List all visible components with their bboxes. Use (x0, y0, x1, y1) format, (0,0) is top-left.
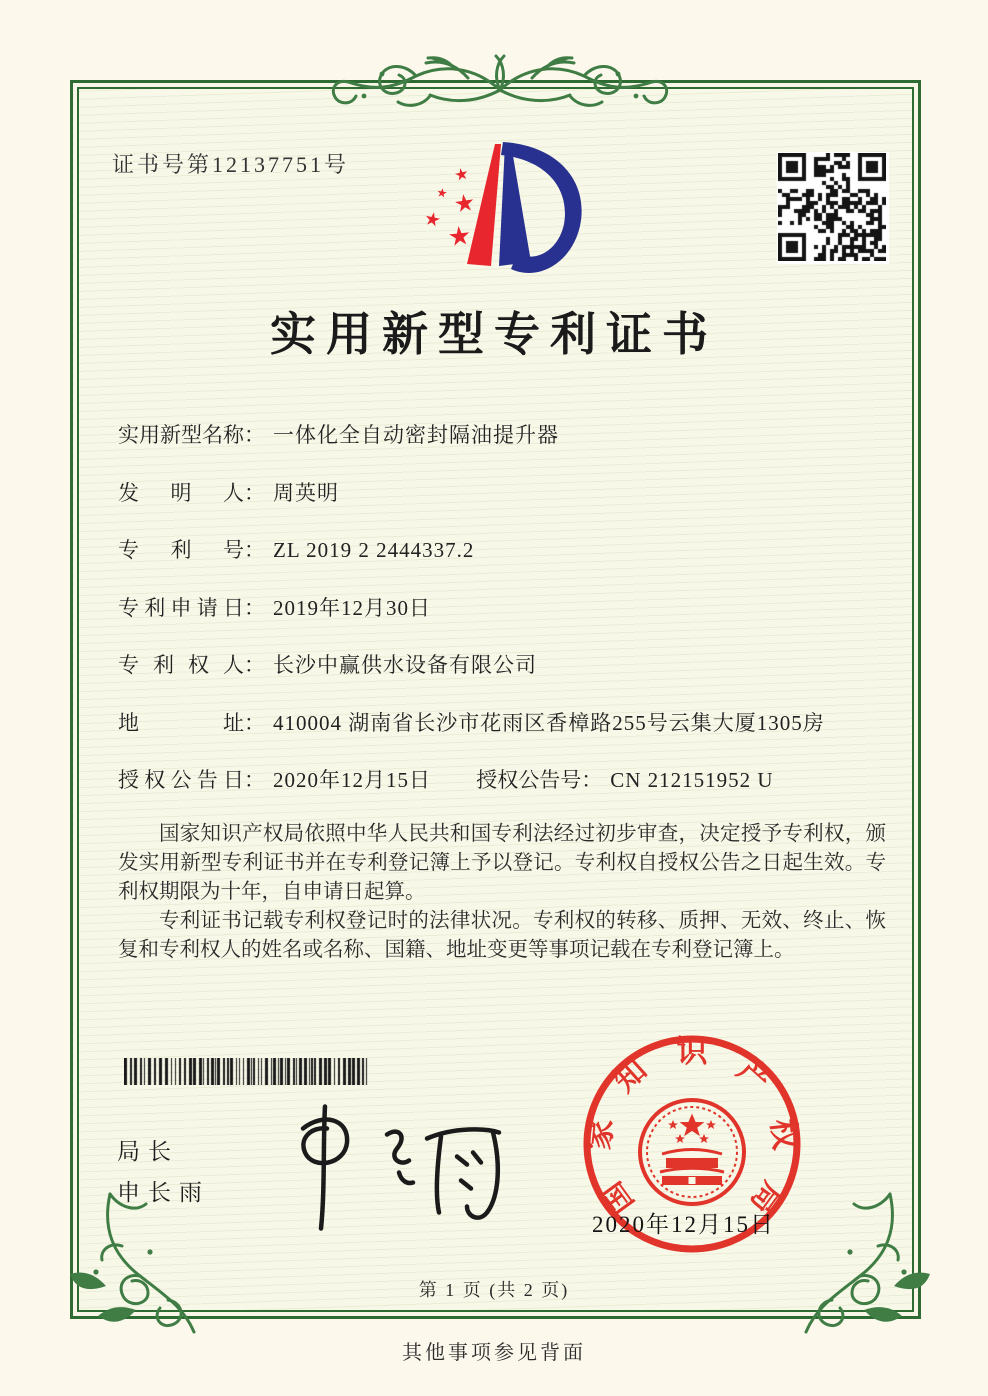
svg-text:识: 识 (676, 1034, 708, 1069)
corner-flourish-bottom-right (794, 1188, 954, 1348)
field-colon: ： (244, 538, 265, 562)
svg-text:国: 国 (593, 1175, 641, 1222)
field-colon: ： (581, 768, 603, 792)
svg-text:知: 知 (606, 1051, 654, 1099)
director-name: 申长雨 (117, 1180, 210, 1205)
signature-shen-changyu (265, 1098, 505, 1238)
field-value-patent-number: ZL 2019 2 2444337.2 (273, 538, 475, 562)
field-colon: ： (244, 595, 265, 620)
field-label: 授权公告日 (118, 768, 244, 792)
barcode-canvas (124, 1058, 368, 1085)
field-label: 授权公告号 (476, 768, 582, 792)
field-value-patentee: 长沙中赢供水设备有限公司 (273, 653, 537, 677)
field-label: 实用新型名称 (118, 423, 244, 447)
director-title: 局长 (117, 1139, 179, 1164)
field-colon: ： (244, 768, 265, 792)
legal-paragraph-1: 国家知识产权局依照中华人民共和国专利法经过初步审查，决定授予专利权，颁发实用新型专利证书并在专利登记簿上予以登记。专利权自授权公告之日起生效。专利权期限为十年，自申请日起算。 (118, 823, 886, 903)
field-row-patent-number (118, 535, 893, 593)
field-value-inventor: 周英明 (273, 480, 339, 505)
cnipa-logo-graphic (403, 136, 598, 288)
legal-text (118, 820, 886, 965)
field-label: 地址 (118, 710, 244, 735)
field-row-patentee (118, 650, 893, 708)
field-colon: ： (244, 480, 265, 505)
field-colon: ： (244, 653, 265, 677)
certificate-fields (118, 420, 893, 823)
qr-code (777, 152, 889, 264)
field-row-address (118, 708, 893, 766)
barcode (124, 1058, 368, 1085)
field-value-filing-date: 2019年12月30日 (273, 595, 431, 620)
corner-flourish-bottom-left (46, 1188, 206, 1348)
field-row-name (118, 420, 893, 478)
certificate-title: 实用新型专利证书 (270, 309, 718, 360)
svg-text:产: 产 (730, 1051, 778, 1099)
legal-paragraph-2: 专利证书记载专利权登记时的法律状况。专利权的转移、质押、无效、终止、恢复和专利权人的姓名或名称、国籍、地址变更等事项记载在专利登记簿上。 (118, 910, 886, 961)
field-colon: ： (244, 423, 265, 447)
svg-text:家: 家 (580, 1117, 620, 1152)
field-row-filing-date (118, 593, 893, 651)
back-side-note: 其他事项参见背面 (402, 1342, 586, 1364)
field-value-utility-model-name: 一体化全自动密封隔油提升器 (273, 423, 559, 447)
svg-text:权: 权 (764, 1117, 804, 1152)
qr-code-canvas (778, 153, 886, 261)
field-label: 专利号 (118, 538, 244, 562)
svg-text:局: 局 (743, 1175, 791, 1222)
field-label: 专利权人 (118, 653, 244, 677)
certificate-number: 证书号第12137751号 (112, 152, 350, 177)
seal-date: 2020年12月15日 (592, 1212, 775, 1237)
field-value-address: 410004 湖南省长沙市花雨区香樟路255号云集大厦1305房 (273, 710, 825, 735)
grant-number-field (476, 765, 773, 795)
field-value-grant-number: CN 212151952 U (610, 768, 774, 792)
cnipa-logo (403, 136, 598, 288)
field-label: 专利申请日 (118, 595, 244, 620)
field-label: 发明人 (118, 480, 244, 505)
field-colon: ： (244, 710, 265, 735)
grant-date-field (118, 768, 436, 792)
page-number: 第 1 页 (共 2 页) (418, 1280, 570, 1300)
field-row-grant (118, 765, 893, 823)
field-row-inventor (118, 478, 893, 536)
field-value-grant-date: 2020年12月15日 (273, 768, 431, 792)
top-flourish-ornament (318, 44, 682, 132)
